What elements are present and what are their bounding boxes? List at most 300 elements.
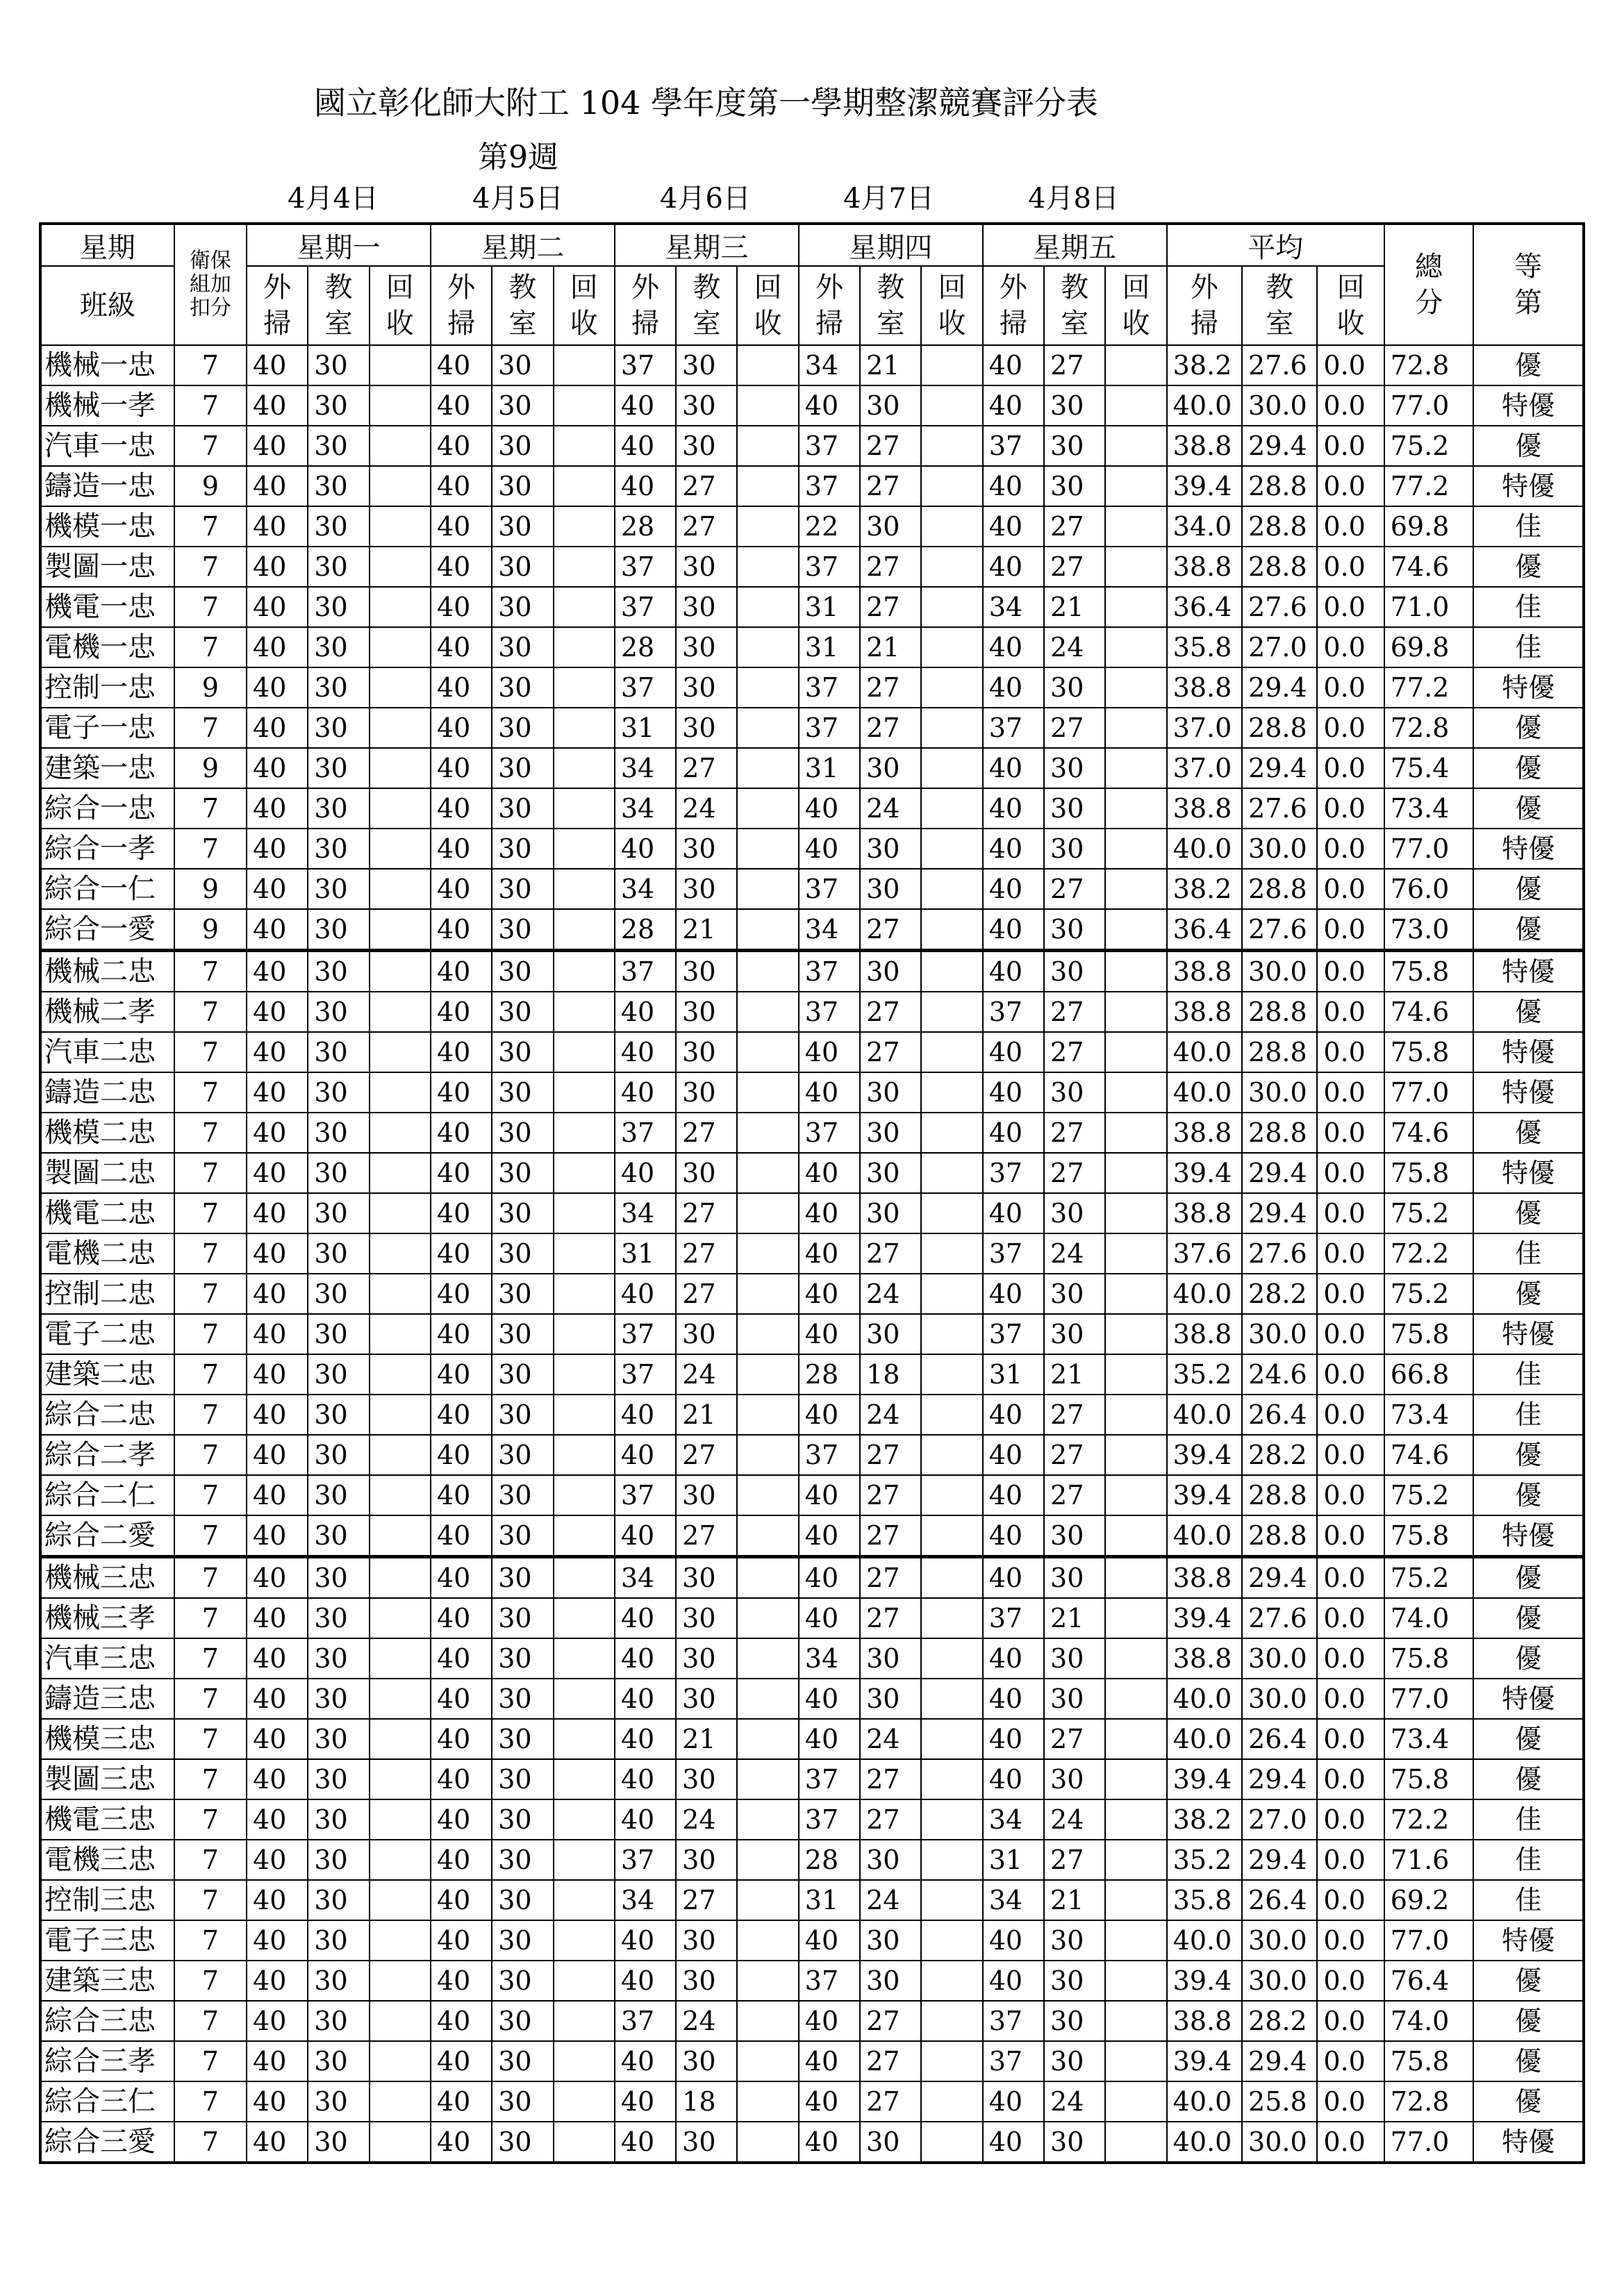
- score-cell: 38.8: [1167, 547, 1242, 587]
- subheader-avg-recycle: 回 收: [1317, 266, 1384, 345]
- score-cell: 30: [676, 992, 737, 1032]
- score-cell: 40: [247, 1274, 308, 1314]
- score-cell: [737, 909, 798, 951]
- total-cell: 74.6: [1384, 1435, 1473, 1475]
- grade-cell: 優: [1473, 909, 1584, 951]
- score-cell: 30: [492, 1274, 553, 1314]
- score-cell: 27: [1044, 1435, 1105, 1475]
- score-cell: 40: [431, 667, 492, 708]
- score-cell: 40: [983, 829, 1044, 869]
- score-cell: 30: [492, 1799, 553, 1840]
- score-cell: 30: [308, 788, 369, 829]
- score-cell: 40: [615, 1719, 676, 1759]
- grade-cell: 特優: [1473, 1515, 1584, 1557]
- score-cell: 22: [799, 506, 860, 547]
- table-row: [40, 466, 1584, 506]
- grade-cell: 佳: [1473, 627, 1584, 667]
- class-name-cell: 機械一孝: [40, 385, 174, 426]
- score-cell: 40: [615, 992, 676, 1032]
- total-cell: 69.8: [1384, 627, 1473, 667]
- table-row: [40, 1354, 1584, 1395]
- total-cell: 72.8: [1384, 345, 1473, 385]
- grade-cell: 優: [1473, 788, 1584, 829]
- score-cell: 30: [492, 1314, 553, 1354]
- score-cell: 40: [983, 506, 1044, 547]
- grade-cell: 優: [1473, 1719, 1584, 1759]
- class-name-cell: 電子二忠: [40, 1314, 174, 1354]
- score-cell: [554, 1719, 615, 1759]
- score-cell: 40: [247, 748, 308, 788]
- score-table: [39, 222, 1585, 2164]
- score-cell: [1105, 345, 1166, 385]
- total-cell: 72.8: [1384, 2081, 1473, 2122]
- total-cell: 76.0: [1384, 869, 1473, 909]
- score-cell: 30: [860, 1961, 921, 2001]
- score-cell: 27: [860, 2001, 921, 2041]
- score-cell: 40: [615, 385, 676, 426]
- score-cell: [554, 909, 615, 951]
- score-cell: 29.4: [1242, 1840, 1317, 1880]
- table-row: [40, 788, 1584, 829]
- score-cell: 30: [492, 1759, 553, 1799]
- score-cell: 37: [799, 1759, 860, 1799]
- score-cell: 37: [799, 466, 860, 506]
- score-cell: 30: [1044, 1314, 1105, 1354]
- score-cell: [921, 1274, 982, 1314]
- table-row: [40, 1880, 1584, 1920]
- score-cell: [737, 345, 798, 385]
- score-cell: 35.2: [1167, 1354, 1242, 1395]
- bonus-cell: 7: [174, 426, 247, 466]
- score-cell: 24: [676, 1354, 737, 1395]
- score-cell: [1105, 1759, 1166, 1799]
- score-cell: 35.2: [1167, 1840, 1242, 1880]
- score-cell: 30: [308, 1233, 369, 1274]
- grade-cell: 特優: [1473, 1153, 1584, 1193]
- score-cell: [370, 1072, 431, 1113]
- score-cell: 30: [492, 708, 553, 748]
- score-cell: 40: [247, 1072, 308, 1113]
- score-cell: 40: [615, 1679, 676, 1719]
- score-cell: 37: [983, 1314, 1044, 1354]
- score-cell: [1105, 466, 1166, 506]
- score-cell: 40: [431, 748, 492, 788]
- score-cell: 27: [860, 1759, 921, 1799]
- score-cell: 40: [615, 1759, 676, 1799]
- score-cell: [370, 1153, 431, 1193]
- score-cell: 30: [492, 1840, 553, 1880]
- table-row: [40, 2041, 1584, 2081]
- score-cell: 30: [492, 2122, 553, 2163]
- class-name-cell: 汽車三忠: [40, 1638, 174, 1679]
- score-cell: [370, 667, 431, 708]
- score-cell: 40: [247, 2001, 308, 2041]
- table-row: [40, 2122, 1584, 2163]
- score-cell: 27: [860, 426, 921, 466]
- score-cell: [737, 627, 798, 667]
- score-cell: [554, 506, 615, 547]
- score-cell: 40: [799, 1395, 860, 1435]
- score-cell: 40: [431, 1961, 492, 2001]
- score-cell: 40: [247, 1354, 308, 1395]
- score-cell: 40: [247, 951, 308, 992]
- score-cell: [1105, 1475, 1166, 1515]
- score-cell: [921, 1435, 982, 1475]
- score-cell: [370, 587, 431, 627]
- score-cell: 30: [1044, 2001, 1105, 2041]
- score-cell: [921, 1799, 982, 1840]
- score-cell: [921, 708, 982, 748]
- bonus-cell: 7: [174, 1557, 247, 1599]
- score-cell: 40: [983, 1759, 1044, 1799]
- score-cell: 28.8: [1242, 992, 1317, 1032]
- score-cell: 24: [860, 1880, 921, 1920]
- class-name-cell: 綜合二忠: [40, 1395, 174, 1435]
- score-cell: 40: [983, 1395, 1044, 1435]
- score-cell: 27.6: [1242, 1598, 1317, 1638]
- score-cell: [370, 1598, 431, 1638]
- class-name-cell: 綜合三愛: [40, 2122, 174, 2163]
- score-cell: 40: [247, 992, 308, 1032]
- score-cell: [370, 1557, 431, 1599]
- score-cell: 38.8: [1167, 1557, 1242, 1599]
- score-cell: 40: [431, 1193, 492, 1233]
- class-name-cell: 機電二忠: [40, 1193, 174, 1233]
- score-cell: [921, 547, 982, 587]
- total-cell: 77.2: [1384, 667, 1473, 708]
- score-cell: 34: [615, 1557, 676, 1599]
- score-cell: 40: [247, 1193, 308, 1233]
- date-wednesday: 4月6日: [660, 183, 751, 215]
- score-cell: 30: [492, 869, 553, 909]
- score-cell: 36.4: [1167, 909, 1242, 951]
- score-cell: 27: [1044, 1395, 1105, 1435]
- score-cell: 40: [431, 992, 492, 1032]
- score-cell: 40: [983, 1920, 1044, 1961]
- score-cell: 30: [308, 1799, 369, 1840]
- score-cell: [370, 2081, 431, 2122]
- score-cell: [554, 788, 615, 829]
- score-cell: 40: [431, 1233, 492, 1274]
- total-cell: 71.0: [1384, 587, 1473, 627]
- score-cell: [370, 627, 431, 667]
- score-cell: 40: [799, 2081, 860, 2122]
- bonus-cell: 7: [174, 1395, 247, 1435]
- bonus-cell: 7: [174, 1719, 247, 1759]
- score-cell: [554, 1153, 615, 1193]
- score-cell: 28.8: [1242, 1475, 1317, 1515]
- score-cell: 40: [431, 829, 492, 869]
- grade-cell: 特優: [1473, 1072, 1584, 1113]
- score-cell: 30: [492, 1475, 553, 1515]
- score-cell: 27: [1044, 1840, 1105, 1880]
- score-cell: 40: [431, 1515, 492, 1557]
- score-cell: 30: [1044, 909, 1105, 951]
- total-cell: 75.2: [1384, 1557, 1473, 1599]
- score-cell: 30: [860, 1153, 921, 1193]
- score-cell: [737, 1679, 798, 1719]
- score-cell: 28.8: [1242, 506, 1317, 547]
- grade-cell: 特優: [1473, 385, 1584, 426]
- date-monday: 4月4日: [288, 183, 379, 215]
- bonus-cell: 7: [174, 1759, 247, 1799]
- score-cell: [370, 547, 431, 587]
- score-cell: 30: [492, 627, 553, 667]
- score-cell: [921, 1032, 982, 1072]
- score-cell: 29.4: [1242, 1759, 1317, 1799]
- score-cell: 34: [799, 1638, 860, 1679]
- score-cell: 30: [1044, 1920, 1105, 1961]
- subheader-fri-room: 教 室: [1044, 266, 1105, 345]
- bonus-cell: 7: [174, 506, 247, 547]
- score-cell: 37: [799, 708, 860, 748]
- subheader-tue-outdoor: 外 掃: [431, 266, 492, 345]
- score-cell: [370, 1193, 431, 1233]
- subheader-fri-recycle: 回 收: [1105, 266, 1166, 345]
- score-cell: 27: [860, 2041, 921, 2081]
- score-cell: 37: [615, 667, 676, 708]
- score-cell: [737, 1759, 798, 1799]
- score-cell: 0.0: [1317, 426, 1384, 466]
- score-cell: 40: [615, 1153, 676, 1193]
- score-cell: [554, 1435, 615, 1475]
- score-cell: 40: [615, 1961, 676, 2001]
- class-name-cell: 綜合一孝: [40, 829, 174, 869]
- score-cell: 30: [676, 587, 737, 627]
- total-cell: 73.4: [1384, 1395, 1473, 1435]
- score-cell: 0.0: [1317, 1515, 1384, 1557]
- score-cell: [370, 909, 431, 951]
- score-cell: 40: [247, 426, 308, 466]
- table-row: [40, 869, 1584, 909]
- total-cell: 72.2: [1384, 1799, 1473, 1840]
- score-cell: 30: [308, 1435, 369, 1475]
- score-cell: 27: [1044, 1719, 1105, 1759]
- class-name-cell: 機電一忠: [40, 587, 174, 627]
- score-cell: [921, 2122, 982, 2163]
- score-cell: 37.0: [1167, 708, 1242, 748]
- score-cell: 0.0: [1317, 1719, 1384, 1759]
- table-row: [40, 1233, 1584, 1274]
- grade-cell: 特優: [1473, 667, 1584, 708]
- score-cell: 0.0: [1317, 1314, 1384, 1354]
- score-cell: [370, 1920, 431, 1961]
- score-cell: 30: [308, 2041, 369, 2081]
- class-name-cell: 綜合二仁: [40, 1475, 174, 1515]
- table-row: [40, 1598, 1584, 1638]
- score-cell: [921, 627, 982, 667]
- table-row: [40, 992, 1584, 1032]
- score-cell: 30: [1044, 829, 1105, 869]
- bonus-cell: 9: [174, 869, 247, 909]
- score-cell: 30: [492, 1719, 553, 1759]
- class-name-cell: 建築一忠: [40, 748, 174, 788]
- score-cell: 0.0: [1317, 992, 1384, 1032]
- score-cell: 0.0: [1317, 466, 1384, 506]
- score-cell: [554, 667, 615, 708]
- score-cell: [737, 466, 798, 506]
- score-cell: 40: [615, 426, 676, 466]
- table-row: [40, 1274, 1584, 1314]
- grade-cell: 優: [1473, 708, 1584, 748]
- score-cell: 30: [308, 2122, 369, 2163]
- score-cell: 39.4: [1167, 2041, 1242, 2081]
- score-cell: 30: [308, 1314, 369, 1354]
- score-cell: 27: [676, 1274, 737, 1314]
- score-cell: 0.0: [1317, 748, 1384, 788]
- total-cell: 77.0: [1384, 1920, 1473, 1961]
- score-cell: 40: [431, 1113, 492, 1153]
- score-cell: [554, 1515, 615, 1557]
- score-cell: [1105, 2041, 1166, 2081]
- total-cell: 75.8: [1384, 1515, 1473, 1557]
- score-cell: 40: [431, 466, 492, 506]
- class-name-cell: 機電三忠: [40, 1799, 174, 1840]
- score-cell: [737, 1113, 798, 1153]
- score-cell: [921, 506, 982, 547]
- score-cell: 34: [615, 748, 676, 788]
- score-cell: 30: [492, 1193, 553, 1233]
- score-cell: 40: [983, 1435, 1044, 1475]
- score-cell: [370, 1435, 431, 1475]
- score-cell: 40: [431, 2001, 492, 2041]
- score-cell: 40: [431, 2081, 492, 2122]
- score-cell: 28.8: [1242, 1515, 1317, 1557]
- score-cell: [370, 385, 431, 426]
- score-cell: 37: [799, 869, 860, 909]
- class-name-cell: 製圖一忠: [40, 547, 174, 587]
- score-cell: [921, 1193, 982, 1233]
- score-cell: 27: [860, 1557, 921, 1599]
- score-cell: [370, 345, 431, 385]
- score-cell: 40: [983, 2122, 1044, 2163]
- score-cell: [1105, 1557, 1166, 1599]
- score-cell: 30: [308, 1920, 369, 1961]
- score-cell: [1105, 385, 1166, 426]
- score-cell: 40: [799, 385, 860, 426]
- score-cell: 37: [799, 547, 860, 587]
- score-cell: 38.8: [1167, 426, 1242, 466]
- score-cell: 30: [676, 426, 737, 466]
- score-cell: 27: [860, 909, 921, 951]
- total-cell: 66.8: [1384, 1354, 1473, 1395]
- score-cell: [737, 1193, 798, 1233]
- score-cell: 38.8: [1167, 951, 1242, 992]
- score-cell: [370, 1515, 431, 1557]
- score-cell: [554, 1395, 615, 1435]
- score-cell: 40: [247, 1638, 308, 1679]
- score-cell: 34: [983, 587, 1044, 627]
- score-cell: 0.0: [1317, 1679, 1384, 1719]
- score-cell: [1105, 1113, 1166, 1153]
- bonus-cell: 7: [174, 2001, 247, 2041]
- total-cell: 75.8: [1384, 2041, 1473, 2081]
- score-cell: [921, 992, 982, 1032]
- score-cell: 40: [615, 2122, 676, 2163]
- class-name-cell: 綜合二愛: [40, 1515, 174, 1557]
- grade-cell: 優: [1473, 1638, 1584, 1679]
- table-row: [40, 1719, 1584, 1759]
- score-cell: 35.8: [1167, 627, 1242, 667]
- grade-cell: 優: [1473, 426, 1584, 466]
- table-row: [40, 1193, 1584, 1233]
- score-cell: [737, 1557, 798, 1599]
- score-cell: 30: [492, 587, 553, 627]
- score-cell: 27: [860, 466, 921, 506]
- total-cell: 75.8: [1384, 1638, 1473, 1679]
- total-cell: 75.8: [1384, 1759, 1473, 1799]
- score-cell: 40: [431, 1395, 492, 1435]
- score-cell: 40: [431, 1598, 492, 1638]
- score-cell: 40: [247, 1799, 308, 1840]
- score-cell: [921, 1113, 982, 1153]
- score-cell: [737, 1719, 798, 1759]
- score-cell: 21: [860, 627, 921, 667]
- grade-cell: 特優: [1473, 951, 1584, 992]
- score-cell: [921, 1598, 982, 1638]
- score-cell: 30: [308, 1840, 369, 1880]
- table-row: [40, 1435, 1584, 1475]
- score-cell: 30: [308, 466, 369, 506]
- score-cell: 30: [308, 708, 369, 748]
- score-cell: 0.0: [1317, 1032, 1384, 1072]
- score-cell: 27: [1044, 708, 1105, 748]
- score-cell: 30.0: [1242, 1314, 1317, 1354]
- score-cell: 24: [676, 1799, 737, 1840]
- score-cell: [370, 1799, 431, 1840]
- class-name-cell: 綜合三忠: [40, 2001, 174, 2041]
- score-cell: 28.8: [1242, 547, 1317, 587]
- score-cell: 38.2: [1167, 345, 1242, 385]
- week-label: 第9週: [478, 140, 558, 175]
- score-cell: [370, 1274, 431, 1314]
- score-cell: 30: [1044, 1274, 1105, 1314]
- score-cell: [554, 1880, 615, 1920]
- score-cell: 40: [615, 1799, 676, 1840]
- total-cell: 75.8: [1384, 1314, 1473, 1354]
- score-cell: [737, 1314, 798, 1354]
- score-cell: [737, 869, 798, 909]
- score-cell: 40: [983, 788, 1044, 829]
- score-cell: 0.0: [1317, 2001, 1384, 2041]
- score-cell: 40: [431, 708, 492, 748]
- total-cell: 76.4: [1384, 1961, 1473, 2001]
- grade-cell: 優: [1473, 1475, 1584, 1515]
- score-cell: 30: [1044, 667, 1105, 708]
- score-cell: [554, 2081, 615, 2122]
- score-cell: [370, 1113, 431, 1153]
- score-cell: 27: [860, 1475, 921, 1515]
- grade-cell: 優: [1473, 1598, 1584, 1638]
- grade-cell: 優: [1473, 748, 1584, 788]
- score-cell: 30: [492, 1557, 553, 1599]
- class-name-cell: 鑄造二忠: [40, 1072, 174, 1113]
- score-cell: 40: [247, 1557, 308, 1599]
- score-cell: 37.6: [1167, 1233, 1242, 1274]
- score-cell: [370, 1314, 431, 1354]
- score-cell: [1105, 627, 1166, 667]
- subheader-tue-room: 教 室: [492, 266, 553, 345]
- score-cell: [370, 951, 431, 992]
- score-cell: [370, 1880, 431, 1920]
- score-cell: 40: [247, 1395, 308, 1435]
- score-cell: 30: [860, 2122, 921, 2163]
- subheader-avg-room: 教 室: [1242, 266, 1317, 345]
- subheader-wed-outdoor: 外 掃: [615, 266, 676, 345]
- score-cell: 40: [247, 1153, 308, 1193]
- class-header: 班級: [40, 266, 174, 345]
- bonus-cell: 9: [174, 748, 247, 788]
